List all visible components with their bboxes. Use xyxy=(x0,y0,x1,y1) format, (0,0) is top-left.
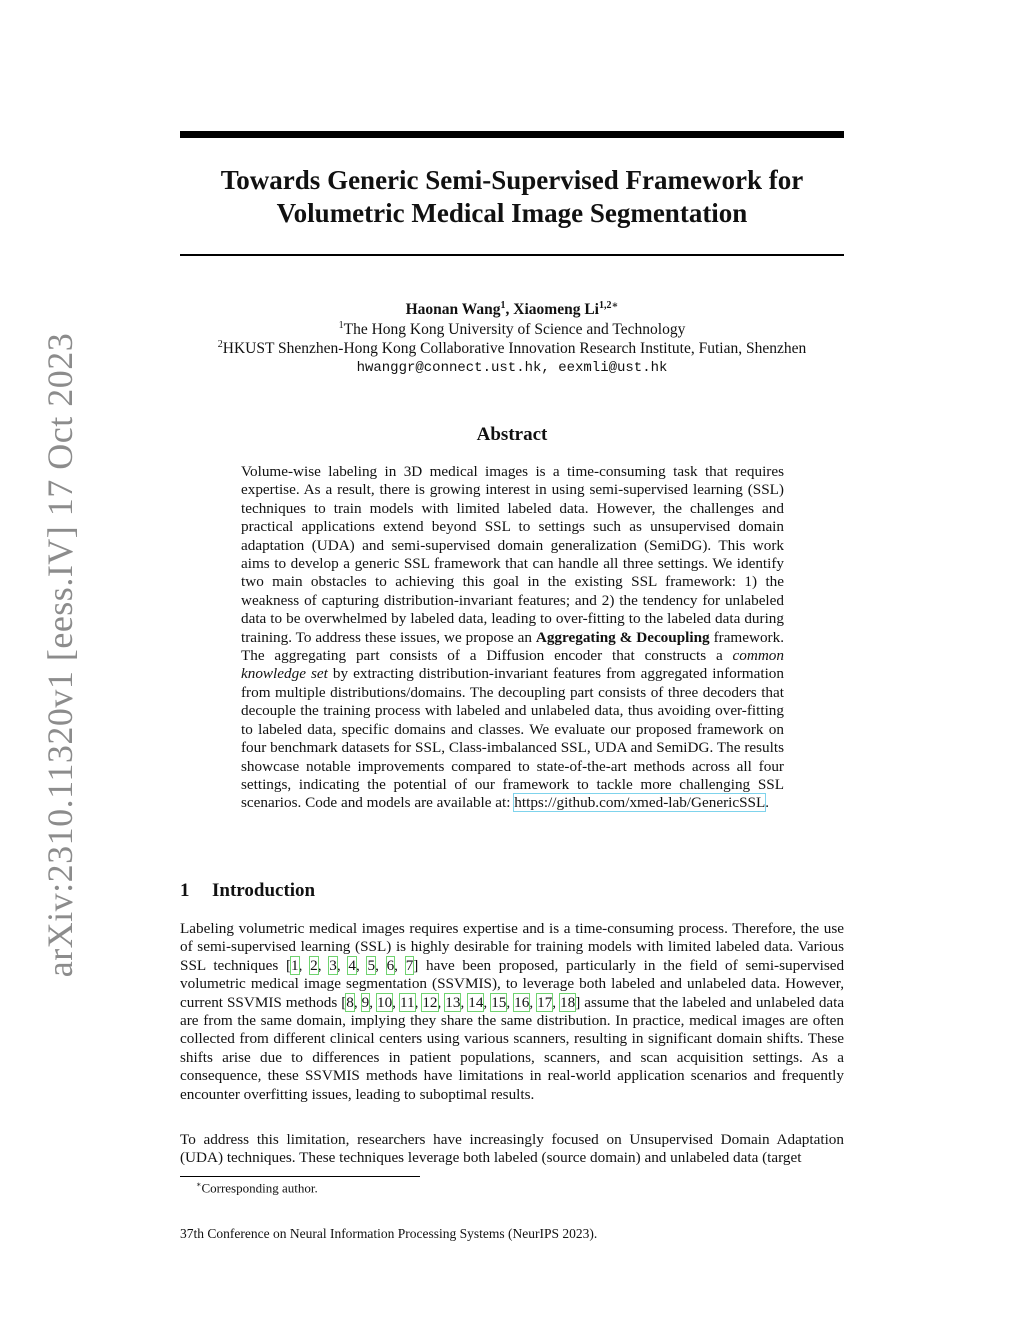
author-emails: hwanggr@connect.ust.hk, eexmli@ust.hk xyxy=(356,359,668,376)
framework-name: Aggregating & Decoupling xyxy=(535,628,710,646)
citation-link[interactable]: 18 xyxy=(560,993,576,1011)
citation-link[interactable]: 11 xyxy=(399,993,415,1011)
conference-footer: 37th Conference on Neural Information Processing Systems (NeurIPS 2023). xyxy=(180,1226,598,1241)
title-top-rule xyxy=(180,131,844,138)
citation-link[interactable]: 14 xyxy=(468,993,484,1011)
author-1-affiliation: 1 xyxy=(500,299,506,311)
affiliation-1: $^1$The Hong Kong University of Science and Technology xyxy=(338,319,686,338)
citation-link[interactable]: 3 xyxy=(329,956,337,974)
citation-link[interactable]: 10 xyxy=(376,993,393,1011)
citation-group-2: 8, 9, 10, 11, 12, 13, 14, 15, 16, 17, 18 xyxy=(346,993,576,1011)
title-bottom-rule xyxy=(180,254,844,256)
citation-link[interactable]: 16 xyxy=(514,993,530,1011)
citation-link[interactable]: 13 xyxy=(445,993,461,1011)
citation-link[interactable]: 1 xyxy=(291,956,299,974)
author-2-affiliation: 1,2 xyxy=(598,299,612,311)
title-line-2: Volumetric Medical Image Segmentation xyxy=(276,198,748,228)
code-repository-link[interactable]: https://github.com/xmed-lab/GenericSSL xyxy=(514,794,766,812)
abstract-body: Volume-wise labeling in 3D medical images is a time-consuming task that requires expertise. As a result, there is growing interest in using semi-supervised learning (SSL) techniques to train models with limited labeled data. However, the challenges and practical applications extend beyond SSL to settings such as unsupervised domain adaptation (UDA) and semi-supervised domain generalization (SemiDG). This work aims to develop a generic SSL framework that can handle all three settings. We identify two main obstacles to achieving this goal in the existing SSL framework: 1) the weakness of capturing distribution-invariant features; and 2) the tendency for unlabeled data to be overwhelmed by labeled data, leading to over-fitting to the labeled data during training. To address these issues, we propose an Aggregating & Decoupling framework. The aggregating part consists of a Diffusion encoder that constructs a common knowledge set by extracting distribution-invariant features from aggregated information from multiple distributions/domains. The decoupling part consists of three decoders that decouple the training process with labeled and unlabeled data, thus avoiding over-fitting to labeled data, specific domains and classes. We evaluate our proposed framework on four benchmark datasets for SSL, Class-imbalanced SSL, UDA and SemiDG. The results showcase notable improvements compared to state-of-the-art methods across all four settings, indicating the potential of our framework to tackle more challenging SSL scenarios. Code and models are available at: https://github.com/xmed-lab/GenericSSL. xyxy=(241,463,784,812)
common-knowledge-set-term: common knowledge set xyxy=(241,647,784,683)
citation-link[interactable]: 12 xyxy=(422,993,438,1011)
affiliation-2: $^2$HKUST Shenzhen-Hong Kong Collaborative Innovation Research Institute, Futian, Shenzhen xyxy=(217,338,807,357)
footnote xyxy=(196,1180,318,1196)
citation-link[interactable]: 7 xyxy=(405,956,414,974)
corresponding-mark: ∗ xyxy=(611,299,619,311)
author-1: Haonan Wang xyxy=(405,301,501,318)
citation-link[interactable]: 6 xyxy=(386,956,395,974)
footnote-rule xyxy=(180,1176,420,1177)
footnote-text: Corresponding author. xyxy=(201,1180,318,1196)
section-title: Introduction xyxy=(212,880,316,901)
abstract-heading: Abstract xyxy=(476,424,548,445)
paper-title xyxy=(180,164,844,230)
section-heading-introduction xyxy=(180,880,315,902)
footnote-mark: ∗ xyxy=(196,1180,202,1189)
author-block xyxy=(180,300,844,378)
citation-link[interactable]: 9 xyxy=(361,993,370,1011)
intro-paragraph-2: To address this limitation, researchers have increasingly focused on Unsupervised Domain Adaptation (UDA) techniques. These techniques leverage both labeled (source domain) and unlabeled data (target xyxy=(180,1131,844,1167)
intro-paragraph-1: Labeling volumetric medical images requires expertise and is a time-consuming process. Therefore, the use of semi-supervised learning (SSL) is highly desirable for training models with limited labeled data. Various SSL techniques [1, 2, 3, 4, 5, 6, 7] have been proposed, particularly in the field of semi-supervised volumetric medical image segmentation (SSVMIS), to leverage both labeled and unlabeled data. However, current SSVMIS methods [8, 9, 10, 11, 12, 13, 14, 15, 16, 17, 18] assume that the labeled and unlabeled data are from the same domain, implying they share the same distribution. In practice, medical images are often collected from different clinical centers using various scanners, resulting in significant domain shifts. These shifts arise due to differences in patient populations, scanners, and scan acquisition settings. As a consequence, these SSVMIS methods have limitations in real-world application scenarios and frequently encounter overfitting issues, leading to suboptimal results. xyxy=(180,920,845,1103)
citation-link[interactable]: 8 xyxy=(346,993,354,1011)
citation-link[interactable]: 2 xyxy=(310,956,318,974)
title-line-1: Towards Generic Semi-Supervised Framework for xyxy=(220,165,804,195)
citation-group-1: 1, 2, 3, 4, 5, 6, 7 xyxy=(291,956,414,974)
citation-link[interactable]: 5 xyxy=(367,956,376,974)
section-number: 1 xyxy=(180,880,190,901)
arxiv-identifier-stamp: arXiv:2310.11320v1 [eess.IV] 17 Oct 2023 xyxy=(40,332,80,978)
citation-link[interactable]: 17 xyxy=(537,993,553,1011)
citation-link[interactable]: 15 xyxy=(491,993,507,1011)
author-2: Xiaomeng Li xyxy=(513,301,599,318)
citation-link[interactable]: 4 xyxy=(348,956,356,974)
author-names: Haonan Wang$^1$, Xiaomeng $Li^{1,2∗}$ xyxy=(405,299,619,318)
